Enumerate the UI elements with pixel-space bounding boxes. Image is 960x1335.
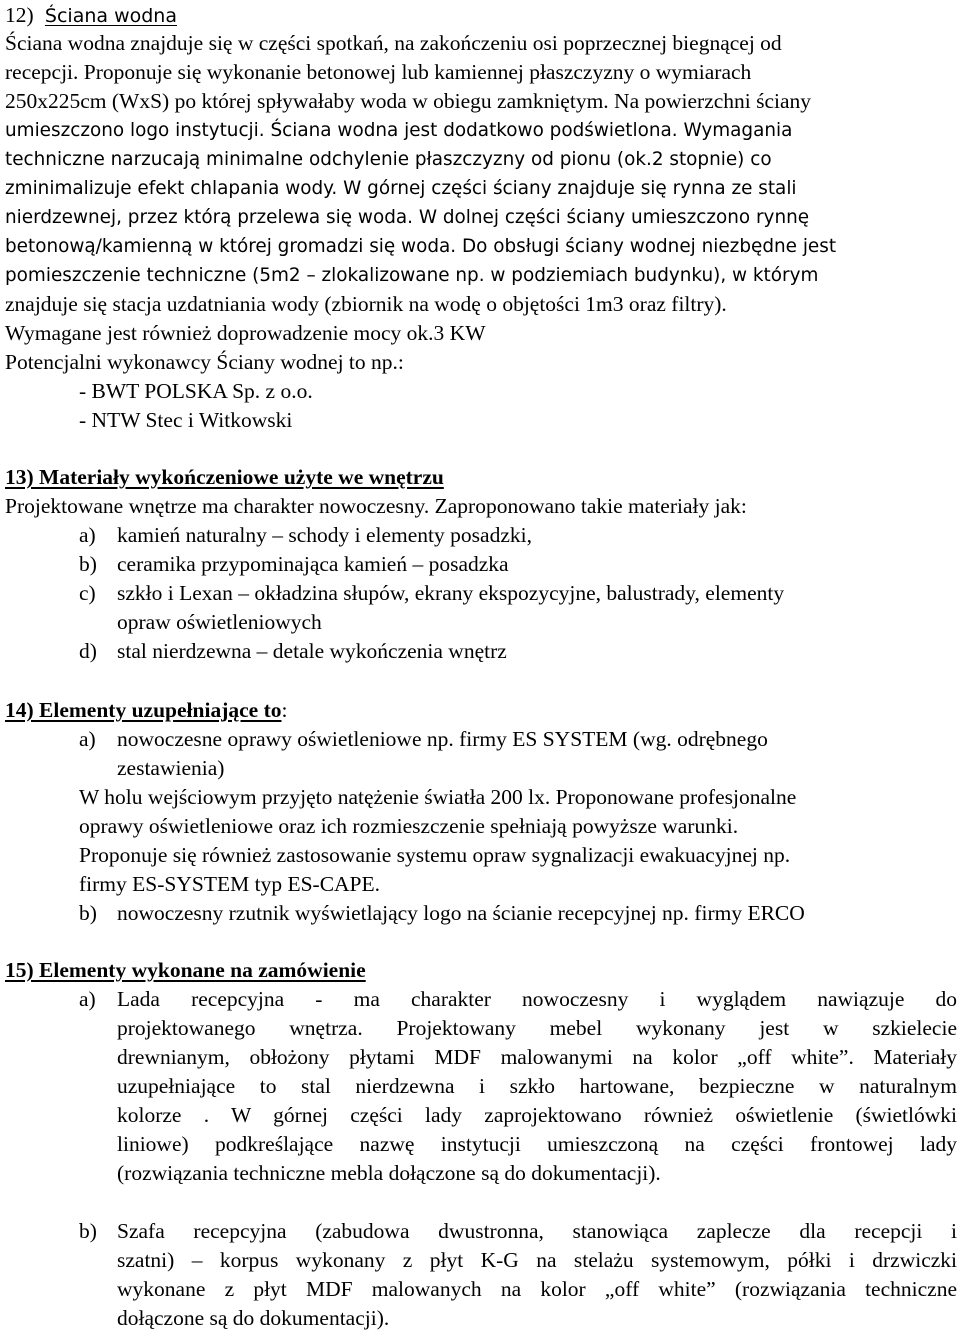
s14-item-a-cont: zestawienia): [117, 756, 225, 780]
list-label: a): [79, 523, 96, 547]
s12-line-9: pomieszczenie techniczne (5m2 – zlokalizowane np. w podziemiach budynku), w którym: [5, 265, 819, 286]
list-item-text: szkło i Lexan – okładzina słupów, ekrany ekspozycyjne, balustrady, elementy: [117, 581, 785, 605]
s12-line-5: techniczne narzucają minimalne odchylenie płaszczyzny od pionu (ok.2 stopnie) co: [5, 149, 772, 170]
s12-line-2: recepcji. Proponuje się wykonanie betonowej lub kamiennej płaszczyzny o wymiarach: [5, 60, 752, 84]
s12-contractor-1: - BWT POLSKA Sp. z o.o.: [79, 379, 313, 403]
s14-para-line-3: Proponuje się również zastosowanie systemu opraw sygnalizacji ewakuacyjnej np.: [79, 843, 791, 867]
section-12-number: 12): [5, 3, 34, 27]
s12-line-4: umieszczono logo instytucji. Ściana wodna jest dodatkowo podświetlona. Wymagania: [5, 120, 793, 141]
s14-para-line-4: firmy ES-SYSTEM typ ES-CAPE.: [79, 872, 381, 896]
section-12-heading: [5, 1, 177, 31]
s13-item-c-cont: opraw oświetleniowych: [117, 610, 322, 634]
list-label: b): [79, 901, 97, 925]
s15-a-line-3: drewnianym, obłożony płytami MDF malowanymi na kolor „off white”. Materiały: [117, 1045, 957, 1069]
list-label: d): [79, 639, 97, 663]
section-14-title: 14) Elementy uzupełniające to: [5, 698, 282, 722]
s15-b-line-1: Szafa recepcyjna (zabudowa dwustronna, stanowiąca zaplecze dla recepcji i: [117, 1219, 957, 1243]
section-14-colon: :: [281, 698, 288, 722]
list-label: a): [79, 987, 96, 1011]
s15-b-line-2: szatni) – korpus wykonany z płyt K-G na stelażu systemowym, półki i drzwiczki: [117, 1248, 957, 1272]
section-15-heading: 15) Elementy wykonane na zamówienie: [5, 958, 366, 982]
s15-a-line-6: liniowe) podkreślające nazwę instytucji umieszczoną na części frontowej lady: [117, 1132, 957, 1156]
s14-para-line-1: W holu wejściowym przyjęto natężenie światła 200 lx. Proponowane profesjonalne: [79, 785, 797, 809]
list-label: b): [79, 1219, 97, 1243]
s12-line-6: zminimalizuje efekt chlapania wody. W górnej części ściany znajduje się rynna ze stali: [5, 178, 797, 199]
s12-line-12: Potencjalni wykonawcy Ściany wodnej to np.:: [5, 350, 404, 374]
list-item-text: kamień naturalny – schody i elementy posadzki,: [117, 523, 532, 547]
list-label: c): [79, 581, 96, 605]
s15-a-line-4: uzupełniające to stal nierdzewna i szkło hartowane, bezpieczne w naturalnym: [117, 1074, 957, 1098]
list-item-text: nowoczesny rzutnik wyświetlający logo na ścianie recepcyjnej np. firmy ERCO: [117, 901, 805, 925]
s12-line-10: znajduje się stacja uzdatniania wody (zbiornik na wodę o objętości 1m3 oraz filtry).: [5, 292, 727, 316]
s15-b-line-3: wykonane z płyt MDF malowanych na kolor „off white” (rozwiązania techniczne: [117, 1277, 957, 1301]
s12-line-1: Ściana wodna znajduje się w części spotkań, na zakończeniu osi poprzecznej biegnącej od: [5, 31, 782, 55]
s15-a-line-7: (rozwiązania techniczne mebla dołączone są do dokumentacji).: [117, 1161, 661, 1185]
s15-a-line-2: projektowanego wnętrza. Projektowany mebel wykonany jest w szkielecie: [117, 1016, 957, 1040]
s14-para-line-2: oprawy oświetleniowe oraz ich rozmieszczenie spełniają powyższe warunki.: [79, 814, 739, 838]
section-14-heading: [5, 696, 287, 725]
s12-line-7: nierdzewnej, przez którą przelewa się woda. W dolnej części ściany umieszczono rynnę: [5, 207, 810, 228]
s12-line-11: Wymagane jest również doprowadzenie mocy ok.3 KW: [5, 321, 486, 345]
s13-item-a: [5, 521, 532, 550]
s12-line-8: betonową/kamienną w której gromadzi się woda. Do obsługi ściany wodnej niezbędne jest: [5, 236, 837, 257]
list-item-text: nowoczesne oprawy oświetleniowe np. firmy ES SYSTEM (wg. odrębnego: [117, 727, 768, 751]
s12-line-3: 250x225cm (WxS) po której spływałaby woda w obiegu zamkniętym. Na powierzchni ściany: [5, 89, 812, 113]
section-12-title: Ściana wodna: [44, 5, 177, 27]
list-label: a): [79, 727, 96, 751]
s13-intro: Projektowane wnętrze ma charakter nowoczesny. Zaproponowano takie materiały jak:: [5, 494, 747, 518]
s12-contractor-2: - NTW Stec i Witkowski: [79, 408, 293, 432]
s15-a-line-1: Lada recepcyjna - ma charakter nowoczesny i wyglądem nawiązuje do: [117, 987, 957, 1011]
section-13-heading: 13) Materiały wykończeniowe użyte we wnętrzu: [5, 465, 444, 489]
s15-a-line-5: kolorze . W górnej części lady zaprojektowano również oświetlenie (świetlówki: [117, 1103, 957, 1127]
s15-b-line-4: dołączone są do dokumentacji).: [117, 1306, 390, 1330]
list-label: b): [79, 552, 97, 576]
list-item-text: ceramika przypominająca kamień – posadzka: [117, 552, 509, 576]
list-item-text: stal nierdzewna – detale wykończenia wnętrz: [117, 639, 507, 663]
